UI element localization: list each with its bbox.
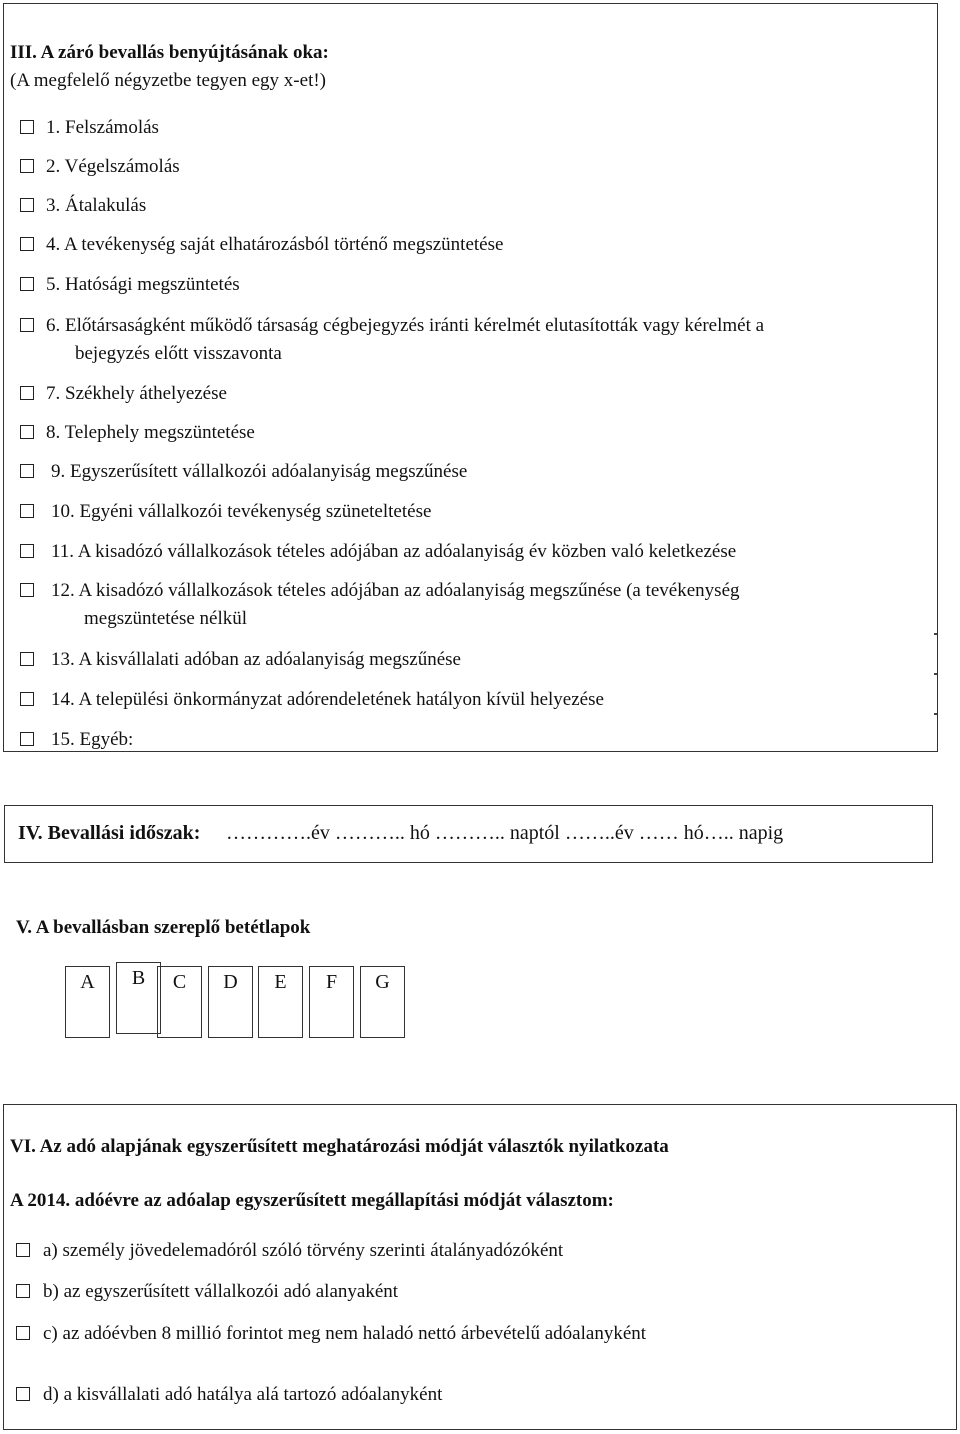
checkbox-4[interactable] (20, 237, 34, 251)
checkbox-11[interactable] (20, 544, 34, 558)
section-5-title: V. A bevallásban szereplő betétlapok (16, 917, 311, 938)
option-7-label: 7. Székhely áthelyezése (46, 383, 227, 404)
insert-sheet-G[interactable] (360, 966, 405, 1038)
section-6-title: VI. Az adó alapjának egyszerűsített meghatározási módját választók nyilatkozata (10, 1136, 669, 1157)
option-11-label: 11. A kisadózó vállalkozások tételes adójában az adóalanyiság év közben való keletkezése (51, 541, 737, 562)
letter-B: B (131, 967, 146, 989)
margin-mark (934, 673, 937, 675)
option-d-label: d) a kisvállalati adó hatálya alá tartozó adóalanyként (43, 1384, 443, 1405)
checkbox-3[interactable] (20, 198, 34, 212)
option-c-label: c) az adóévben 8 millió forintot meg nem haladó nettó árbevételű adóalanyként (43, 1323, 647, 1344)
option-12-label-line1: 12. A kisadózó vállalkozások tételes adójában az adóalanyiság megszűnése (a tevékenység (51, 580, 740, 601)
option-9-label: 9. Egyszerűsített vállalkozói adóalanyiság megszűnése (51, 461, 468, 482)
checkbox-8[interactable] (20, 425, 34, 439)
section-4-label: IV. Bevallási időszak: (18, 822, 201, 844)
option-14-label: 14. A települési önkormányzat adórendeletének hatályon kívül helyezése (51, 689, 604, 710)
insert-sheet-F[interactable] (309, 966, 354, 1038)
option-10-label: 10. Egyéni vállalkozói tevékenység szüneteltetése (51, 501, 432, 522)
option-13-label: 13. A kisvállalati adóban az adóalanyiság megszűnése (51, 649, 461, 670)
letter-F: F (325, 971, 338, 993)
option-a-label: a) személy jövedelemadóról szóló törvény szerinti átalányadózóként (43, 1240, 564, 1261)
checkbox-6[interactable] (20, 318, 34, 332)
reporting-period-field[interactable]: ………….év ……….. hó ……….. naptól ……..év …… hó….. napig (226, 822, 784, 844)
option-5-label: 5. Hatósági megszüntetés (46, 274, 240, 295)
checkbox-b[interactable] (16, 1284, 30, 1298)
insert-sheet-E[interactable] (258, 966, 303, 1038)
option-6-label-line1: 6. Előtársaságként működő társaság cégbejegyzés iránti kérelmét elutasították vagy kérelmét a (46, 315, 765, 336)
section-6-subtitle: A 2014. adóévre az adóalap egyszerűsített megállapítási módját választom: (10, 1190, 614, 1211)
checkbox-15[interactable] (20, 732, 34, 746)
option-2-label: 2. Végelszámolás (46, 156, 180, 177)
checkbox-13[interactable] (20, 652, 34, 666)
checkbox-a[interactable] (16, 1243, 30, 1257)
letter-C: C (172, 971, 187, 993)
section-3-title: III. A záró bevallás benyújtásának oka: (10, 42, 329, 63)
insert-sheet-B[interactable] (116, 962, 161, 1034)
letter-E: E (274, 971, 287, 993)
option-8-label: 8. Telephely megszüntetése (46, 422, 255, 443)
checkbox-1[interactable] (20, 120, 34, 134)
insert-sheet-C[interactable] (157, 966, 202, 1038)
checkbox-9[interactable] (20, 464, 34, 478)
letter-A: A (80, 971, 95, 993)
checkbox-10[interactable] (20, 504, 34, 518)
option-1-label: 1. Felszámolás (46, 117, 159, 138)
option-3-label: 3. Átalakulás (46, 195, 147, 216)
checkbox-14[interactable] (20, 692, 34, 706)
letter-D: D (223, 971, 238, 993)
option-4-label: 4. A tevékenység saját elhatározásból történő megszüntetése (46, 234, 504, 255)
checkbox-c[interactable] (16, 1326, 30, 1340)
section-3-subtitle: (A megfelelő négyzetbe tegyen egy x-et!) (10, 70, 326, 91)
checkbox-d[interactable] (16, 1387, 30, 1401)
insert-sheet-A[interactable] (65, 966, 110, 1038)
checkbox-12[interactable] (20, 583, 34, 597)
margin-mark (934, 633, 937, 635)
option-6-label-line2: bejegyzés előtt visszavonta (75, 343, 282, 364)
option-b-label: b) az egyszerűsített vállalkozói adó alanyaként (43, 1281, 399, 1302)
insert-sheet-D[interactable] (208, 966, 253, 1038)
margin-mark (934, 713, 937, 715)
letter-G: G (375, 971, 390, 993)
option-12-label-line2: megszüntetése nélkül (84, 608, 248, 629)
option-15-label: 15. Egyéb: (51, 729, 134, 750)
checkbox-5[interactable] (20, 277, 34, 291)
checkbox-2[interactable] (20, 159, 34, 173)
checkbox-7[interactable] (20, 386, 34, 400)
